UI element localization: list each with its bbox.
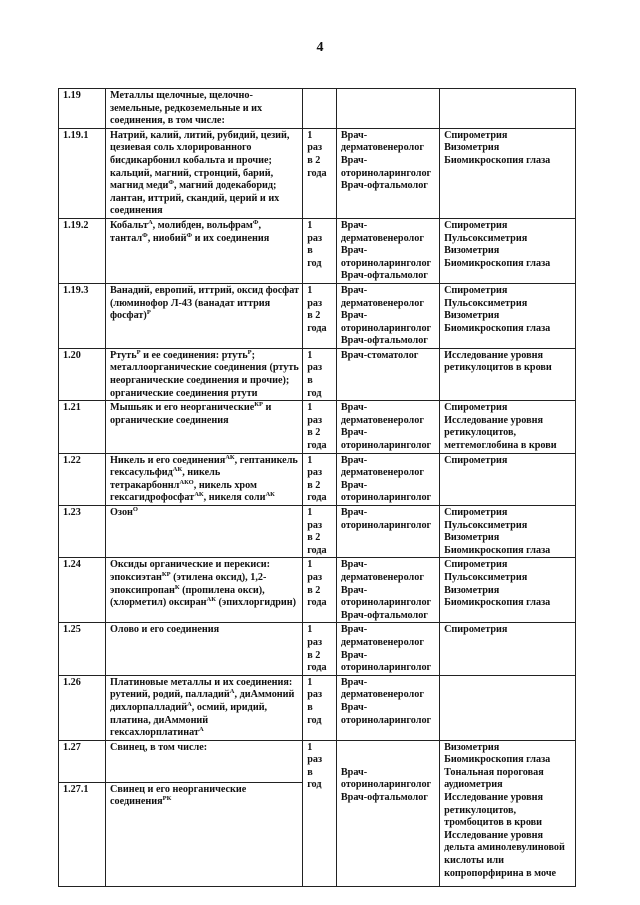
row-period: 1 раз в 2 года [303,558,337,623]
superscript-mark: Р [146,309,151,317]
row-code: 1.23 [59,506,106,558]
superscript-mark: Ф [252,218,259,226]
row-agent: Платиновые металлы и их соединения: рутений, родий, палладий$^А$, диАммоний дихлорпалладий$^А$, осмий, иридий, платина, диАммоний гексахлорплатинат$^А$ [106,675,303,740]
superscript-mark: АК [225,453,235,461]
table-row [59,128,576,218]
table-row [59,506,576,558]
row-agent: Свинец и его неорганические соединения$^{РК}$ [106,782,303,886]
row-doctors: Врач- дерматовенеролог Врач- оториноларинголог [336,675,439,740]
row-period: 1 раз в 2 года [303,283,337,348]
row-code: 1.24 [59,558,106,623]
row-tests: Спирометрия Пульсоксиметрия Визометрия Биомикроскопия глаза [440,218,576,283]
table-row [59,218,576,283]
superscript-mark: РК [162,795,172,803]
row-tests: Визометрия Биомикроскопия глаза Тональная пороговая аудиометрия Исследование уровня ретикулоцитов, тромбоцитов в крови Исследование уровня дельта аминолевулиновой кислоты или копропорфирина в моче [440,740,576,886]
row-doctors: Врач- дерматовенеролог Врач- оториноларинголог Врач-офтальмолог [336,128,439,218]
row-tests: Исследование уровня ретикулоцитов в крови [440,348,576,400]
superscript-mark: АК [265,491,275,499]
superscript-mark: Ф [168,179,174,187]
row-agent: Никель и его соединения$^{АК}$, гептаникель гексасульфид$^{АК}$, никель тетракарбоннл$^{АКО}$, никель хром гексагидрофосфат$^{АК}$, никеля соли$^{АК}$ [106,453,303,505]
row-period: 1 раз в 2 года [303,506,337,558]
superscript-mark: А [147,218,153,226]
table-row [59,89,576,129]
row-agent: Натрий, калий, литий, рубидий, цезий, цезиевая соль хлорированного бисдикарбонил кобальта и прочие; кальций, магний, стронций, барий, магнид меди$^Ф$, магний додекаборид; лантан, иттрий, скандий, церий и их соединения [106,128,303,218]
superscript-mark: КР [161,570,171,578]
superscript-mark: Ф [142,231,148,239]
row-code: 1.20 [59,348,106,400]
row-period: 1 раз в год [303,675,337,740]
row-agent: Оксиды органические и перекиси: эпоксиэтан$^{КР}$ (этилена оксид), 1,2- эпоксипропан$^К$ (пропилена окси), (хлорметил) оксиран$^{АК}$ (эпихлоргидрин) [106,558,303,623]
superscript-mark: К [174,583,180,591]
row-period: 1 раз в 2 года [303,453,337,505]
row-tests: Спирометрия [440,623,576,675]
superscript-mark: Р [247,348,252,356]
superscript-mark: АК [206,596,216,604]
row-tests: Спирометрия Пульсоксиметрия Визометрия Биомикроскопия глаза [440,558,576,623]
row-doctors: Врач- дерматовенеролог Врач- оториноларинголог [336,453,439,505]
row-code: 1.19 [59,89,106,129]
row-doctors: Врач- дерматовенеролог Врач- оториноларинголог Врач-офтальмолог [336,218,439,283]
row-period: 1 раз в год [303,740,337,886]
superscript-mark: АК [172,466,183,474]
row-tests: Спирометрия Визометрия Биомикроскопия глаза [440,128,576,218]
row-tests [440,675,576,740]
table-row [59,623,576,675]
superscript-mark: Р [136,348,141,356]
row-agent: Свинец, в том числе: [106,740,303,782]
row-doctors: Врач- дерматовенеролог Врач- оториноларинголог [336,623,439,675]
row-doctors: Врач- дерматовенеролог Врач- оториноларинголог Врач-офтальмолог [336,558,439,623]
row-period: 1 раз в год [303,218,337,283]
row-code: 1.19.3 [59,283,106,348]
row-code: 1.21 [59,401,106,453]
row-code: 1.27.1 [59,782,106,886]
superscript-mark: О [132,506,138,513]
superscript-mark: АК [194,491,204,499]
row-doctors: Врач-стоматолог [336,348,439,400]
table-row [59,558,576,623]
row-period: 1 раз в год [303,348,337,400]
table-row [59,740,576,782]
row-tests: Спирометрия Пульсоксиметрия Визометрия Биомикроскопия глаза [440,506,576,558]
table-row [59,348,576,400]
row-period: 1 раз в 2 года [303,401,337,453]
row-period [303,89,337,129]
row-tests: Спирометрия Пульсоксиметрия Визометрия Биомикроскопия глаза [440,283,576,348]
row-tests [440,89,576,129]
table-row [59,401,576,453]
superscript-mark: А [187,700,192,708]
hazard-table [58,88,576,887]
row-agent: Металлы щелочные, щелочно- земельные, редкоземельные и их соединения, в том числе: [106,89,303,129]
row-doctors [336,89,439,129]
row-agent: Ванадий, европий, иттрий, оксид фосфат (люминофор Л-43 (ванадат иттрия фосфат)$^Р$ [106,283,303,348]
superscript-mark: КР [254,401,263,409]
page-number: 4 [316,40,324,55]
table-row [59,675,576,740]
table-row [59,453,576,505]
row-period: 1 раз в 2 года [303,128,337,218]
superscript-mark: А [229,688,235,696]
row-agent: Ртуть$^Р$ и ее соединения: ртуть$^Р$; металлоорганические соединения (ртуть неорганические соединения и прочие); органические соединения ртути [106,348,303,400]
row-doctors: Врач- оториноларинголог [336,506,439,558]
row-code: 1.22 [59,453,106,505]
superscript-mark: Ф [186,231,193,239]
row-code: 1.27 [59,740,106,782]
table-row [59,283,576,348]
row-doctors: Врач- оториноларинголог Врач-офтальмолог [336,740,439,886]
row-code: 1.25 [59,623,106,675]
row-period: 1 раз в 2 года [303,623,337,675]
superscript-mark: АКО [179,478,194,486]
row-tests: Спирометрия Исследование уровня ретикулоцитов, метгемоглобина в крови [440,401,576,453]
row-agent: Олово и его соединения [106,623,303,675]
row-tests: Спирометрия [440,453,576,505]
row-doctors: Врач- дерматовенеролог Врач- оториноларинголог [336,401,439,453]
superscript-mark: А [198,726,204,734]
row-agent: Кобальт$^А$, молибден, вольфрам$^Ф$, тантал$^Ф$, ниобий$^Ф$ и их соединения [106,218,303,283]
row-code: 1.19.2 [59,218,106,283]
row-code: 1.19.1 [59,128,106,218]
row-agent: Мышьяк и его неорганические$^{КР}$ и органические соединения [106,401,303,453]
row-doctors: Врач- дерматовенеролог Врач- оториноларинголог Врач-офтальмолог [336,283,439,348]
row-code: 1.26 [59,675,106,740]
row-agent: Озон$^О$ [106,506,303,558]
